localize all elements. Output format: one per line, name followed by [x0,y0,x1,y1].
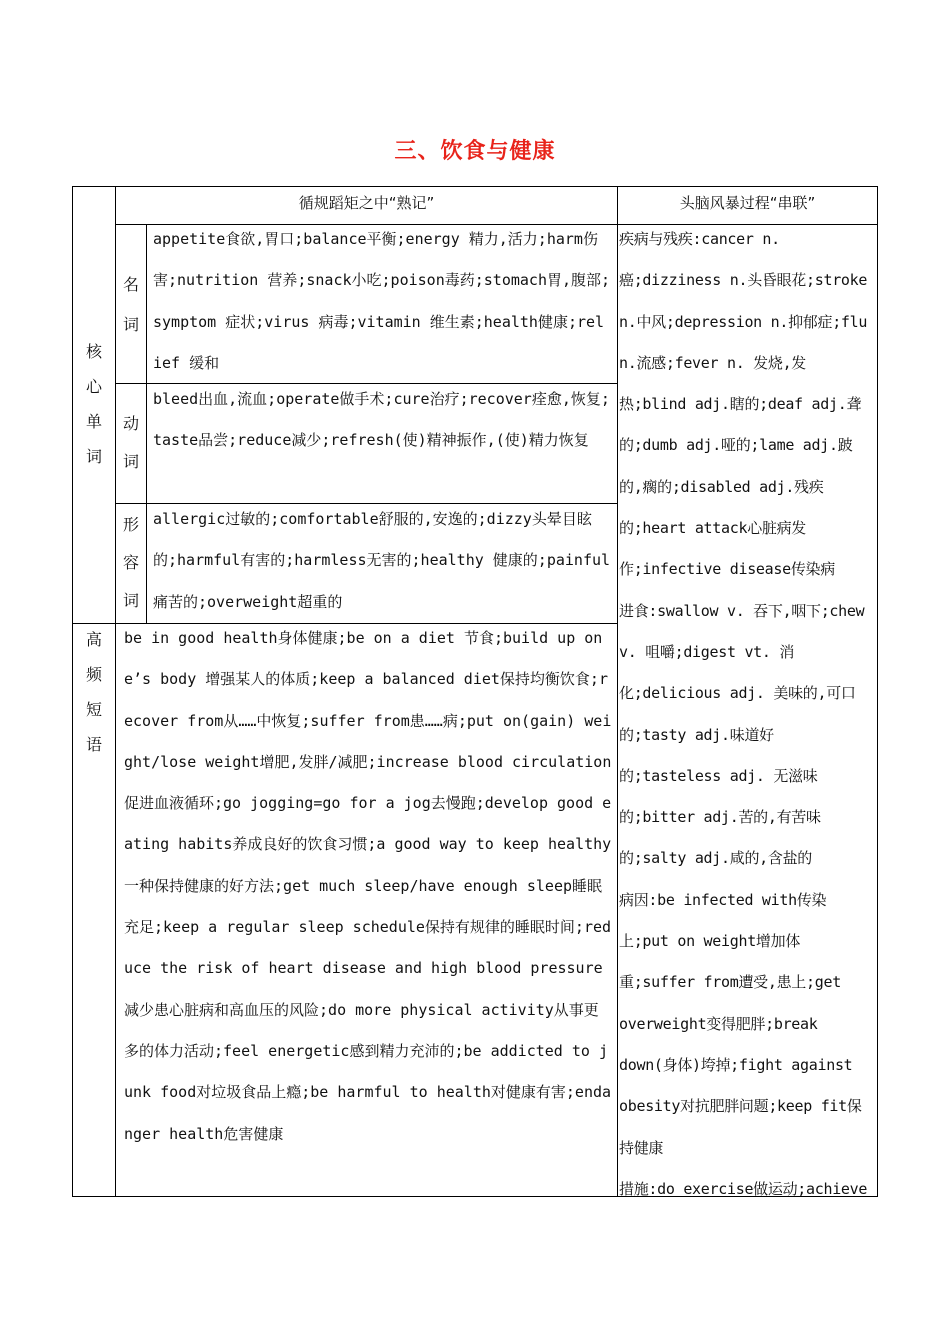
brainstorm-line: 癌;dizziness n.头昏眼花;stroke [619,271,868,290]
divider-right-col [617,186,618,1197]
brainstorm-line: obesity对抗肥胖问题;keep fit保 [619,1097,862,1116]
brainstorm-line: n.流感;fever n. 发烧,发 [619,353,807,372]
brainstorm-line: 病因:be infected with传染 [619,890,827,909]
adjectives-text: allergic过敏的;comfortable舒服的,安逸的;dizzy头晕目眩的;harmful有害的;harmless无害的;healthy 健康的;painful痛苦的;overweight超重的 [153,510,611,611]
brainstorm-line: 上;put on weight增加体 [619,932,801,951]
brainstorm-line: 措施:do exercise做运动;achieve [619,1179,868,1198]
verbs-text: bleed出血,流血;operate做手术;cure治疗;recover痊愈,恢复;taste品尝;reduce减少;refresh(使)精神振作,(使)精力恢复 [153,390,610,450]
brainstorm-line: 的;tasty adj.味道好 [619,725,774,744]
brainstorm-line: 进食:swallow v. 吞下,咽下;chew [619,601,865,620]
brainstorm-line: 的;heart attack心脏病发 [619,519,807,538]
brainstorm-line: 的;tasteless adj. 无滋味 [619,766,818,785]
brainstorm-line: 作;infective disease传染病 [619,560,835,579]
brainstorm-line: 化;delicious adj. 美味的,可口 [619,684,856,703]
nouns-text: appetite食欲,胃口;balance平衡;energy 精力,活力;harm伤害;nutrition 营养;snack小吃;poison毒药;stomach胃,腹部;symptom 症状;virus 病毒;vitamin 维生素;health健康;relief 缓和 [153,230,611,372]
phrases-text: be in good health身体健康;be on a diet 节食;build up one’s body 增强某人的体质;keep a balanced diet保持均衡饮食;recover from从……中恢复;suffer from患……病;put on(gain) weight/lose weight增肥,发胖/减肥;increase blood circulation促进血液循环;go jogging=go for a jog去慢跑;develop good eating habits养成良好的饮食习惯;a good way to keep healthy一种保持健康的好方法;get much sleep/have enough sleep睡眠充足;keep a regular sleep schedule保持有规律的睡眠时间;reduce the risk of heart disease and high blood pressure减少患心脏病和高血压的风险;do more physical activity从事更多的体力活动;feel energetic感到精力充沛的;be addicted to junk food对垃圾食品上瘾;be harmful to health对健康有害;endanger health危害健康 [124,629,612,1143]
divider-subcat-col [146,224,147,624]
brainstorm-line: n.中风;depression n.抑郁症;flu [619,312,868,331]
adjectives-label: 形 容 词 [122,515,139,610]
verbs-label: 动 词 [122,414,139,471]
brainstorm-line: 持健康 [619,1138,664,1157]
brainstorm-line: overweight变得肥胖;break [619,1014,818,1033]
table-border-right [877,186,878,1197]
brainstorm-line: 重;suffer from遭受,患上;get [619,973,841,992]
core-words-label: 核 心 单 词 [85,342,102,466]
phrases-label: 高 频 短 语 [85,630,102,754]
divider-label-col [115,186,116,1197]
header-left: 循规蹈矩之中“熟记” [298,194,435,212]
table-border-left [72,186,73,1197]
brainstorm-line: 的,瘸的;disabled adj.残疾 [619,477,824,496]
table-border-top [72,186,878,187]
nouns-label: 名 词 [122,275,139,334]
page-title: 三、饮食与健康 [394,139,556,164]
brainstorm-text [619,219,876,1210]
brainstorm-line: 的;dumb adj.哑的;lame adj.跛 [619,436,853,455]
brainstorm-line: 的;salty adj.咸的,含盐的 [619,849,812,868]
brainstorm-line: 疾病与残疾:cancer n. [619,230,780,248]
brainstorm-line: down(身体)垮掉;fight against [619,1055,853,1074]
header-right: 头脑风暴过程“串联” [679,194,816,212]
brainstorm-line: v. 咀嚼;digest vt. 消 [619,642,795,661]
brainstorm-line: 的;bitter adj.苦的,有苦味 [619,808,821,827]
brainstorm-line: 热;blind adj.瞎的;deaf adj.聋 [619,395,862,414]
